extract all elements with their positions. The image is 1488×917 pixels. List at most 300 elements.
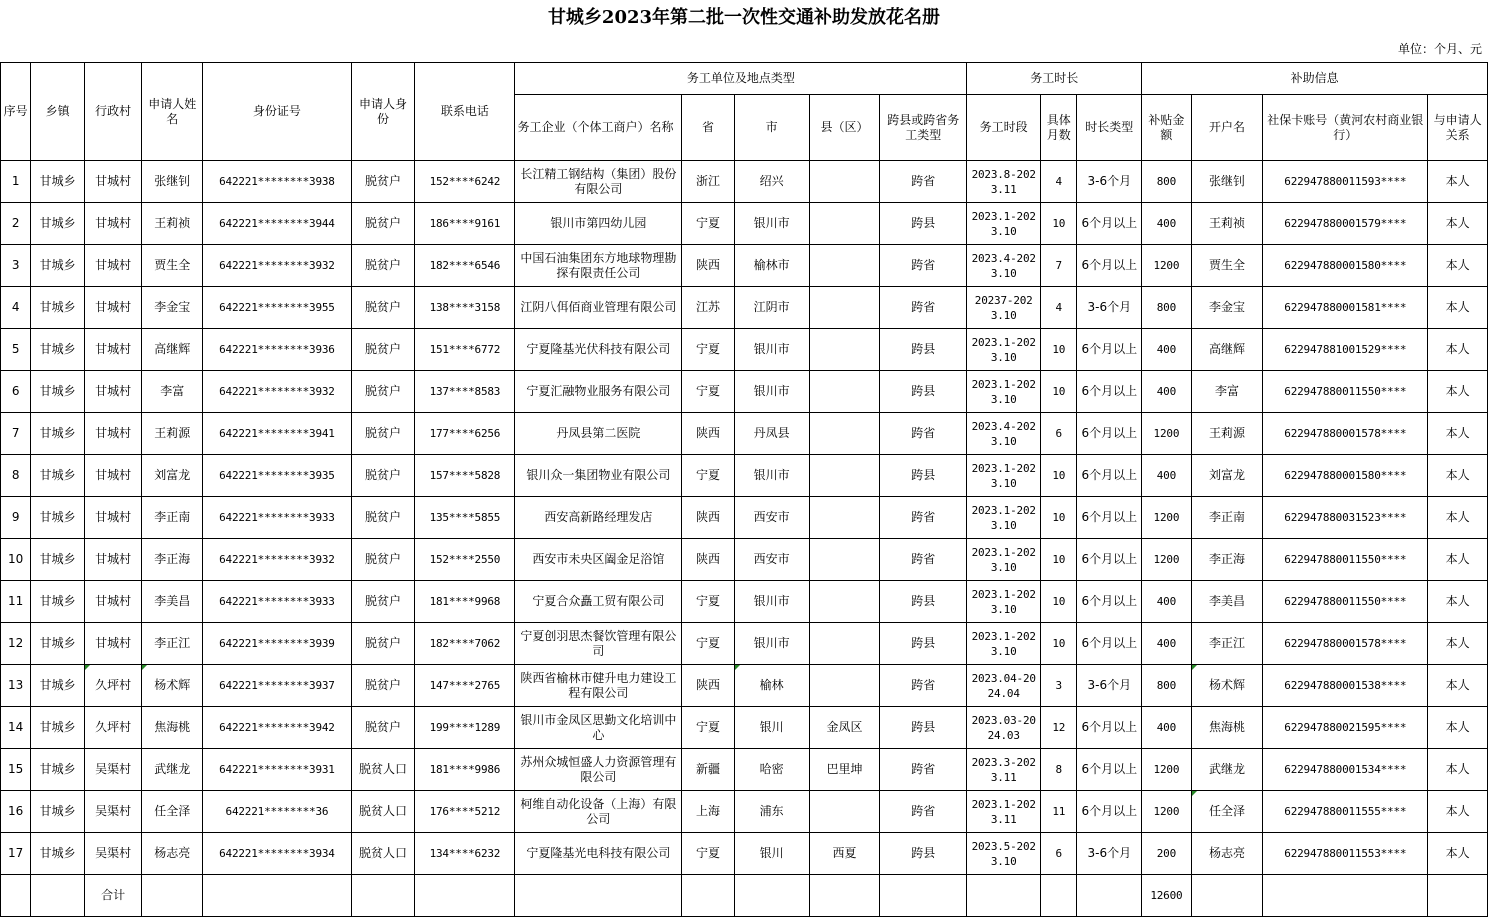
cell-period: 2023.1-2023.10 [967,497,1041,539]
cell-months: 6 [1041,413,1077,455]
cell-company: 苏州众城恒盛人力资源管理有限公司 [515,749,682,791]
cell-phone: 152****6242 [415,161,515,203]
cell-card: 622947881001529**** [1263,329,1428,371]
cell-company: 银川市金凤区思勤文化培训中心 [515,707,682,749]
cell-relation: 本人 [1428,245,1488,287]
cell-id: 642221********3955 [203,287,352,329]
cell-amount: 400 [1142,707,1192,749]
roster-table [0,62,1488,917]
cell-holder: 张继钊 [1191,161,1263,203]
table-body [1,63,1488,917]
table-row [1,371,1488,413]
cell-phone: 157****5828 [415,455,515,497]
cell-name: 王莉源 [142,413,203,455]
cell-identity: 脱贫人口 [351,791,415,833]
cell-card: 622947880011593**** [1263,161,1428,203]
cell-amount: 800 [1142,665,1192,707]
cell-phone: 181****9986 [415,749,515,791]
cell-amount: 400 [1142,455,1192,497]
table-row [1,287,1488,329]
header-village: 行政村 [84,63,142,161]
empty-cell [1263,875,1428,917]
cell-months: 10 [1041,371,1077,413]
cell-city: 银川市 [734,371,809,413]
empty-cell [31,875,85,917]
cell-months: 7 [1041,245,1077,287]
cell-duration-type: 6个月以上 [1077,749,1142,791]
cell-relation: 本人 [1428,707,1488,749]
cell-city: 江阴市 [734,287,809,329]
cell-province: 陕西 [682,665,735,707]
cell-holder: 李金宝 [1191,287,1263,329]
cell-province: 陕西 [682,539,735,581]
table-row [1,749,1488,791]
cell-company: 江阴八佴佰商业管理有限公司 [515,287,682,329]
table-row [1,497,1488,539]
unit-note: 单位：个月、元 [1397,42,1482,56]
cell-county: 金凤区 [809,707,880,749]
cell-company: 宁夏汇融物业服务有限公司 [515,371,682,413]
cell-cross: 跨县 [880,707,967,749]
table-row [1,791,1488,833]
cell-relation: 本人 [1428,791,1488,833]
table-row [1,245,1488,287]
cell-phone: 182****7062 [415,623,515,665]
empty-cell [351,875,415,917]
cell-months: 10 [1041,581,1077,623]
cell-amount: 400 [1142,623,1192,665]
cell-phone: 151****6772 [415,329,515,371]
cell-phone: 147****2765 [415,665,515,707]
cell-city: 银川市 [734,455,809,497]
cell-province: 上海 [682,791,735,833]
cell-town: 甘城乡 [31,791,85,833]
cell-identity: 脱贫人口 [351,833,415,875]
cell-months: 6 [1041,833,1077,875]
cell-town: 甘城乡 [31,413,85,455]
cell-company: 宁夏创羽思杰餐饮管理有限公司 [515,623,682,665]
empty-cell [1428,875,1488,917]
cell-amount: 800 [1142,287,1192,329]
cell-period: 2023.8-2023.11 [967,161,1041,203]
cell-city: 哈密 [734,749,809,791]
cell-village: 吴渠村 [84,791,142,833]
cell-holder: 王莉源 [1191,413,1263,455]
cell-phone: 177****6256 [415,413,515,455]
total-label: 合计 [84,875,142,917]
cell-cross: 跨省 [880,287,967,329]
cell-duration-type: 3-6个月 [1077,161,1142,203]
cell-town: 甘城乡 [31,161,85,203]
cell-card: 622947880001534**** [1263,749,1428,791]
cell-months: 11 [1041,791,1077,833]
table-row [1,203,1488,245]
cell-county [809,413,880,455]
cell-village: 吴渠村 [84,749,142,791]
cell-village: 甘城村 [84,371,142,413]
cell-amount: 800 [1142,161,1192,203]
header-amount: 补贴金额 [1142,95,1192,161]
cell-duration-type: 6个月以上 [1077,413,1142,455]
cell-name: 张继钊 [142,161,203,203]
cell-card: 622947880011555**** [1263,791,1428,833]
cell-town: 甘城乡 [31,707,85,749]
header-duration-type: 时长类型 [1077,95,1142,161]
cell-seq: 6 [1,371,31,413]
cell-city: 西安市 [734,539,809,581]
cell-cross: 跨县 [880,203,967,245]
total-amount: 12600 [1142,875,1192,917]
cell-identity: 脱贫人口 [351,749,415,791]
header-relation: 与申请人关系 [1428,95,1488,161]
cell-period: 2023.4-2023.10 [967,245,1041,287]
cell-cross: 跨县 [880,455,967,497]
cell-town: 甘城乡 [31,581,85,623]
cell-town: 甘城乡 [31,245,85,287]
cell-county: 西夏 [809,833,880,875]
header-group-subsidy: 补助信息 [1142,63,1488,95]
cell-city: 榆林市 [734,245,809,287]
cell-duration-type: 6个月以上 [1077,791,1142,833]
cell-seq: 3 [1,245,31,287]
cell-identity: 脱贫户 [351,665,415,707]
header-row-groups [1,63,1488,95]
cell-phone: 182****6546 [415,245,515,287]
cell-seq: 17 [1,833,31,875]
header-province: 省 [682,95,735,161]
cell-amount: 400 [1142,371,1192,413]
cell-city: 银川市 [734,623,809,665]
cell-cross: 跨省 [880,539,967,581]
cell-id: 642221********3932 [203,539,352,581]
header-months: 具体月数 [1041,95,1077,161]
cell-seq: 2 [1,203,31,245]
cell-company: 宁夏隆基光电科技有限公司 [515,833,682,875]
table-row [1,833,1488,875]
cell-amount: 1200 [1142,791,1192,833]
cell-card: 622947880001538**** [1263,665,1428,707]
cell-phone: 138****3158 [415,287,515,329]
cell-company: 柯维自动化设备（上海）有限公司 [515,791,682,833]
cell-name: 焦海桃 [142,707,203,749]
cell-months: 10 [1041,539,1077,581]
cell-seq: 15 [1,749,31,791]
cell-identity: 脱贫户 [351,413,415,455]
cell-duration-type: 6个月以上 [1077,623,1142,665]
cell-duration-type: 6个月以上 [1077,497,1142,539]
cell-holder: 杨术辉 [1191,665,1263,707]
cell-name: 李正江 [142,623,203,665]
cell-company: 陕西省榆林市健升电力建设工程有限公司 [515,665,682,707]
table-row [1,455,1488,497]
cell-seq: 12 [1,623,31,665]
cell-village: 甘城村 [84,581,142,623]
cell-duration-type: 6个月以上 [1077,581,1142,623]
cell-seq: 4 [1,287,31,329]
cell-name: 李正南 [142,497,203,539]
cell-cross: 跨县 [880,581,967,623]
cell-period: 2023.3-2023.11 [967,749,1041,791]
cell-village: 久坪村 [84,707,142,749]
cell-relation: 本人 [1428,665,1488,707]
cell-identity: 脱贫户 [351,329,415,371]
cell-cross: 跨省 [880,245,967,287]
table-row [1,623,1488,665]
cell-months: 4 [1041,287,1077,329]
empty-cell [734,875,809,917]
cell-duration-type: 3-6个月 [1077,287,1142,329]
cell-period: 2023.1-2023.10 [967,371,1041,413]
cell-duration-type: 6个月以上 [1077,539,1142,581]
empty-cell [1041,875,1077,917]
cell-holder: 高继辉 [1191,329,1263,371]
cell-period: 2023.1-2023.10 [967,623,1041,665]
table-row [1,161,1488,203]
cell-relation: 本人 [1428,497,1488,539]
cell-amount: 400 [1142,329,1192,371]
cell-seq: 9 [1,497,31,539]
cell-identity: 脱贫户 [351,707,415,749]
empty-cell [142,875,203,917]
cell-identity: 脱贫户 [351,623,415,665]
cell-town: 甘城乡 [31,749,85,791]
cell-name: 李美昌 [142,581,203,623]
header-phone: 联系电话 [415,63,515,161]
cell-city: 浦东 [734,791,809,833]
header-company: 务工企业（个体工商户）名称 [515,95,682,161]
cell-relation: 本人 [1428,833,1488,875]
cell-cross: 跨县 [880,371,967,413]
cell-name: 李富 [142,371,203,413]
cell-city: 丹凤县 [734,413,809,455]
cell-card: 622947880011553**** [1263,833,1428,875]
total-row [1,875,1488,917]
cell-seq: 11 [1,581,31,623]
cell-cross: 跨省 [880,497,967,539]
cell-holder: 任全泽 [1191,791,1263,833]
cell-county [809,665,880,707]
cell-village: 甘城村 [84,413,142,455]
header-city: 市 [734,95,809,161]
cell-company: 西安高新路经理发店 [515,497,682,539]
cell-seq: 14 [1,707,31,749]
cell-company: 银川市第四幼儿园 [515,203,682,245]
header-card: 社保卡账号（黄河农村商业银行） [1263,95,1428,161]
cell-county [809,497,880,539]
cell-county: 巴里坤 [809,749,880,791]
cell-id: 642221********3937 [203,665,352,707]
cell-id: 642221********3938 [203,161,352,203]
cell-province: 新疆 [682,749,735,791]
header-seq: 序号 [1,63,31,161]
cell-town: 甘城乡 [31,833,85,875]
cell-card: 622947880001580**** [1263,245,1428,287]
header-group-work-unit: 务工单位及地点类型 [515,63,967,95]
cell-months: 10 [1041,623,1077,665]
cell-identity: 脱贫户 [351,371,415,413]
cell-village: 甘城村 [84,539,142,581]
cell-county [809,371,880,413]
cell-company: 西安市未央区阖金足浴馆 [515,539,682,581]
cell-period: 2023.1-2023.10 [967,203,1041,245]
table-row [1,413,1488,455]
cell-province: 陕西 [682,413,735,455]
cell-holder: 李正海 [1191,539,1263,581]
cell-province: 陕西 [682,245,735,287]
cell-name: 李正海 [142,539,203,581]
cell-company: 宁夏隆基光伏科技有限公司 [515,329,682,371]
header-group-duration: 务工时长 [967,63,1142,95]
cell-id: 642221********3934 [203,833,352,875]
cell-company: 宁夏合众矗工贸有限公司 [515,581,682,623]
cell-phone: 199****1289 [415,707,515,749]
cell-town: 甘城乡 [31,539,85,581]
cell-village: 久坪村 [84,665,142,707]
empty-cell [1077,875,1142,917]
cell-holder: 焦海桃 [1191,707,1263,749]
cell-seq: 1 [1,161,31,203]
cell-period: 2023.03-2024.03 [967,707,1041,749]
cell-card: 622947880011550**** [1263,581,1428,623]
cell-name: 武继龙 [142,749,203,791]
empty-cell [809,875,880,917]
cell-months: 3 [1041,665,1077,707]
cell-county [809,455,880,497]
cell-months: 12 [1041,707,1077,749]
cell-card: 622947880001578**** [1263,623,1428,665]
cell-company: 银川众一集团物业有限公司 [515,455,682,497]
cell-county [809,203,880,245]
cell-county [809,161,880,203]
header-id: 身份证号 [203,63,352,161]
cell-holder: 李正江 [1191,623,1263,665]
cell-province: 宁夏 [682,833,735,875]
cell-county [809,329,880,371]
cell-city: 银川市 [734,329,809,371]
table-row [1,665,1488,707]
cell-identity: 脱贫户 [351,497,415,539]
cell-months: 4 [1041,161,1077,203]
cell-period: 2023.4-2023.10 [967,413,1041,455]
cell-id: 642221********3941 [203,413,352,455]
page-title: 甘城乡2023年第二批一次性交通补助发放花名册 [547,7,941,28]
header-cross: 跨县或跨省务工类型 [880,95,967,161]
header-town: 乡镇 [31,63,85,161]
cell-duration-type: 6个月以上 [1077,245,1142,287]
cell-relation: 本人 [1428,455,1488,497]
cell-name: 杨术辉 [142,665,203,707]
cell-relation: 本人 [1428,623,1488,665]
header-name: 申请人姓名 [142,63,203,161]
cell-identity: 脱贫户 [351,455,415,497]
cell-phone: 134****6232 [415,833,515,875]
cell-province: 宁夏 [682,455,735,497]
cell-phone: 137****8583 [415,371,515,413]
cell-town: 甘城乡 [31,665,85,707]
cell-card: 622947880001581**** [1263,287,1428,329]
cell-id: 642221********3931 [203,749,352,791]
cell-city: 银川市 [734,203,809,245]
cell-id: 642221********3933 [203,581,352,623]
cell-seq: 16 [1,791,31,833]
header-county: 县（区） [809,95,880,161]
cell-id: 642221********3932 [203,245,352,287]
cell-village: 甘城村 [84,287,142,329]
cell-village: 甘城村 [84,245,142,287]
cell-holder: 王莉祯 [1191,203,1263,245]
cell-months: 10 [1041,455,1077,497]
cell-months: 10 [1041,203,1077,245]
cell-amount: 200 [1142,833,1192,875]
cell-province: 陕西 [682,497,735,539]
cell-seq: 8 [1,455,31,497]
cell-amount: 1200 [1142,245,1192,287]
cell-identity: 脱贫户 [351,539,415,581]
table-row [1,707,1488,749]
cell-id: 642221********3932 [203,371,352,413]
empty-cell [880,875,967,917]
header-identity: 申请人身份 [351,63,415,161]
cell-company: 长江精工钢结构（集团）股份有限公司 [515,161,682,203]
cell-seq: 10 [1,539,31,581]
header-period: 务工时段 [967,95,1041,161]
cell-identity: 脱贫户 [351,287,415,329]
cell-holder: 武继龙 [1191,749,1263,791]
cell-phone: 152****2550 [415,539,515,581]
cell-amount: 1200 [1142,497,1192,539]
cell-id: 642221********3942 [203,707,352,749]
cell-duration-type: 6个月以上 [1077,371,1142,413]
cell-id: 642221********3939 [203,623,352,665]
cell-id: 642221********3933 [203,497,352,539]
cell-province: 宁夏 [682,329,735,371]
cell-relation: 本人 [1428,203,1488,245]
cell-duration-type: 3-6个月 [1077,665,1142,707]
cell-county [809,245,880,287]
cell-relation: 本人 [1428,161,1488,203]
cell-village: 甘城村 [84,455,142,497]
cell-city: 银川市 [734,581,809,623]
cell-amount: 1200 [1142,749,1192,791]
cell-period: 2023.1-2023.11 [967,791,1041,833]
cell-cross: 跨县 [880,833,967,875]
cell-village: 甘城村 [84,161,142,203]
cell-name: 王莉祯 [142,203,203,245]
cell-holder: 刘富龙 [1191,455,1263,497]
cell-seq: 13 [1,665,31,707]
cell-identity: 脱贫户 [351,161,415,203]
cell-relation: 本人 [1428,539,1488,581]
table-row [1,581,1488,623]
cell-city: 绍兴 [734,161,809,203]
table-row [1,329,1488,371]
cell-province: 宁夏 [682,623,735,665]
cell-identity: 脱贫户 [351,245,415,287]
cell-cross: 跨省 [880,665,967,707]
cell-relation: 本人 [1428,413,1488,455]
cell-holder: 杨志亮 [1191,833,1263,875]
cell-card: 622947880001579**** [1263,203,1428,245]
cell-identity: 脱贫户 [351,581,415,623]
cell-id: 642221********3936 [203,329,352,371]
header-holder: 开户名 [1191,95,1263,161]
cell-card: 622947880001580**** [1263,455,1428,497]
cell-city: 榆林 [734,665,809,707]
cell-amount: 400 [1142,581,1192,623]
cell-county [809,623,880,665]
empty-cell [1,875,31,917]
cell-seq: 5 [1,329,31,371]
